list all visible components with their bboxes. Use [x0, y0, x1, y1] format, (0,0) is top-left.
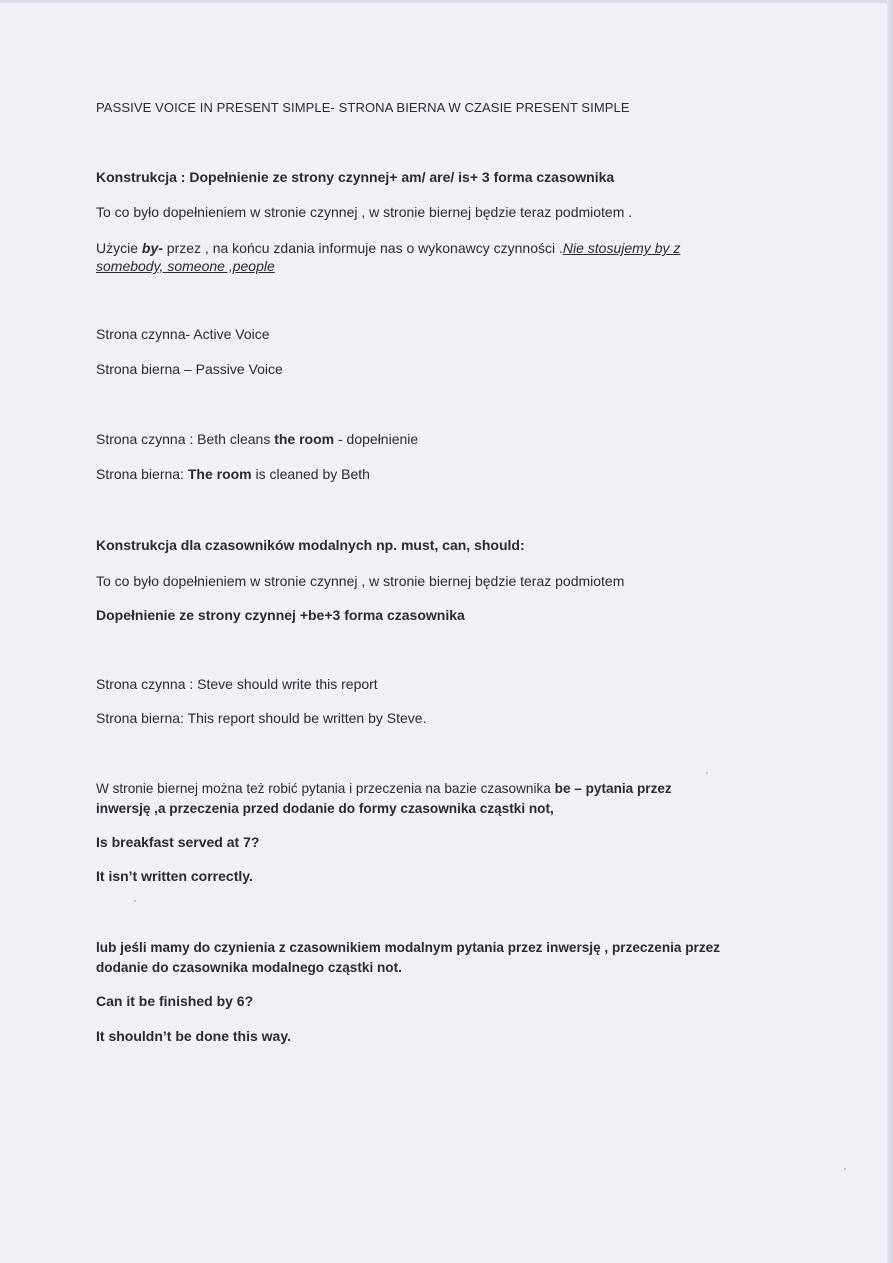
page-title: PASSIVE VOICE IN PRESENT SIMPLE- STRONA BIERNA W CZASIE PRESENT SIMPLE: [96, 100, 630, 115]
active-voice-label: Strona czynna- Active Voice: [96, 326, 270, 342]
by-usage-note-line2: [96, 257, 756, 276]
scan-speck: [134, 900, 136, 902]
modal-formula: Dopełnienie ze strony czynnej +be+3 forma czasownika: [96, 607, 465, 623]
example2-active: Strona czynna : Steve should write this report: [96, 676, 378, 692]
modal-construction-heading: Konstrukcja dla czasowników modalnych np. must, can, should:: [96, 537, 525, 553]
example1-active: [96, 430, 756, 449]
scan-edge-top: [0, 0, 893, 3]
example2-passive: Strona bierna: This report should be written by Steve.: [96, 710, 427, 726]
questions-line1-bold: be – pytania przez: [554, 781, 672, 796]
modal-rule-text: To co było dopełnieniem w stronie czynnej , w stronie biernej będzie teraz podmiotem: [96, 573, 625, 589]
question-example: Is breakfast served at 7?: [96, 834, 260, 850]
negation-example: It isn’t written correctly.: [96, 868, 253, 884]
example1-active-suffix: - dopełnienie: [334, 431, 419, 447]
by-usage-note: Nie stosujemy by z: [562, 240, 681, 256]
construction-heading: Konstrukcja : Dopełnienie ze strony czynnej+ am/ are/ is+ 3 forma czasownika: [96, 169, 615, 185]
scan-speck: [844, 1168, 846, 1170]
example1-active-prefix: Strona czynna : Beth cleans: [96, 431, 275, 447]
by-usage-line: [96, 239, 756, 258]
questions-line2: inwersję ,a przeczenia przed dodanie do formy czasownika cząstki not,: [96, 801, 554, 816]
scan-edge-right: [887, 0, 893, 1263]
example1-active-object: the room: [274, 431, 335, 447]
example1-passive-prefix: Strona bierna:: [96, 466, 188, 482]
example1-passive-suffix: is cleaned by Beth: [251, 466, 370, 482]
by-usage-prefix: Użycie: [96, 240, 142, 256]
rule-object-text: To co było dopełnieniem w stronie czynnej , w stronie biernej będzie teraz podmiotem .: [96, 204, 633, 220]
modal-questions-line2: dodanie do czasownika modalnego cząstki not.: [96, 960, 402, 975]
modal-questions-line1: lub jeśli mamy do czynienia z czasownikiem modalnym pytania przez inwersję , przeczenia przez: [96, 940, 721, 955]
questions-line1: [96, 779, 736, 798]
example1-passive-subject: The room: [187, 466, 252, 482]
by-usage-text: przez , na końcu zdania informuje nas o wykonawcy czynności .: [162, 240, 563, 256]
by-usage-note-continued: somebody, someone ,people: [96, 258, 275, 274]
modal-negation-example: It shouldn’t be done this way.: [96, 1028, 291, 1044]
scan-speck: [706, 772, 708, 774]
modal-question-example: Can it be finished by 6?: [96, 993, 254, 1009]
example1-passive: [96, 465, 756, 484]
by-keyword: by-: [141, 240, 163, 256]
passive-voice-label: Strona bierna – Passive Voice: [96, 361, 283, 377]
questions-line1-regular: W stronie biernej można też robić pytania i przeczenia na bazie czasownika: [96, 781, 555, 796]
